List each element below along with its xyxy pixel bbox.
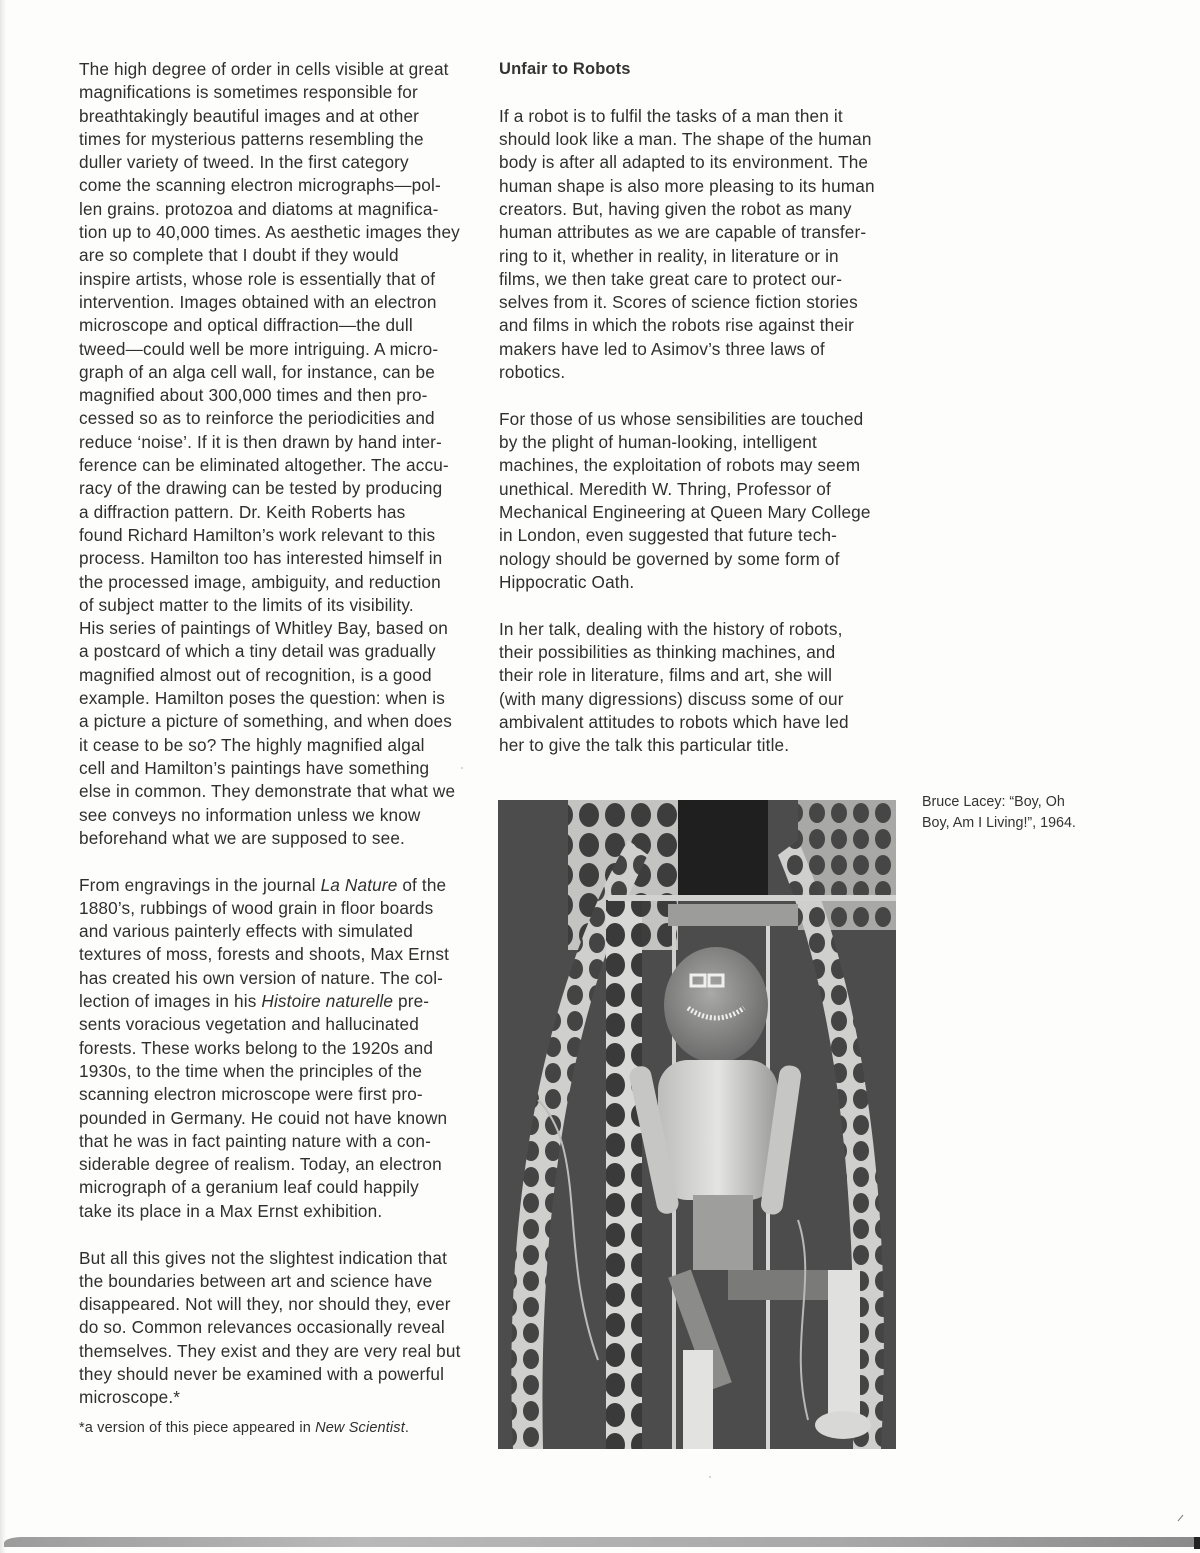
journal-title: La Nature: [320, 874, 398, 895]
text-line: If a robot is to fulfil the tasks of a man then it: [499, 105, 843, 126]
text-line: themselves. They exist and they are very real but: [79, 1340, 461, 1361]
text-line: films, we then take great care to protect our-: [499, 268, 843, 289]
figure-caption: [922, 792, 1142, 833]
robot-head: [664, 947, 768, 1063]
page-bottom-edge: [4, 1537, 1196, 1547]
footnote: *a version of this piece appeared in New Scientist.: [79, 1419, 410, 1436]
text-line: makers have led to Asimov’s three laws of: [499, 338, 825, 359]
text-line: len grains. protozoa and diatoms at magnifica-: [79, 198, 439, 219]
text-line: sents voracious vegetation and hallucinated: [79, 1014, 419, 1035]
text-line: times for mysterious patterns resembling the: [79, 128, 424, 149]
text-line: robotics.: [499, 362, 566, 383]
text-line: microscope and optical diffraction—the dull: [79, 315, 413, 336]
text-line: by the plight of human-looking, intelligent: [499, 432, 817, 453]
text-line: ference can be eliminated altogether. The accu-: [79, 455, 449, 476]
text-line: forests. These works belong to the 1920s and: [79, 1037, 434, 1058]
paragraph-robots-ethics: [499, 408, 904, 594]
paragraph-microscopy: [79, 58, 489, 850]
text-line: The high degree of order in cells visible at great: [79, 59, 449, 79]
paper-speck: [709, 1476, 711, 1478]
caption-line: Bruce Lacey: “Boy, Oh: [922, 794, 1065, 810]
paragraph-conclusion: [79, 1247, 489, 1410]
text-line: siderable degree of realism. Today, an electron: [79, 1154, 442, 1175]
text-line: in London, even suggested that future tech-: [499, 525, 838, 546]
text-line: her to give the talk this particular title.: [499, 735, 790, 756]
text-line: cessed so as to reinforce the periodicities and: [79, 408, 435, 429]
text-line: graph of an alga cell wall, for instance, can be: [79, 361, 435, 382]
text-line: should look like a man. The shape of the human: [499, 129, 872, 150]
photo-artwork: [498, 800, 896, 1449]
text-line: and films in which the robots rise against their: [499, 315, 854, 336]
text-line: else in common. They demonstrate that what we: [79, 781, 456, 802]
text-line: body is after all adapted to its environment. The: [499, 152, 869, 173]
text-line: reduce ‘noise’. If it is then drawn by hand inter-: [79, 431, 442, 452]
text-line: disappeared. Not will they, nor should they, ever: [79, 1294, 451, 1315]
text-line: magnifications is sometimes responsible for: [79, 82, 418, 103]
robot-sculpture-photo: [498, 800, 896, 1449]
text-line: that he was in fact painting nature with a con-: [79, 1130, 431, 1151]
text-line: human shape is also more pleasing to its human: [499, 175, 875, 196]
text-line: creators. But, having given the robot as many: [499, 198, 852, 219]
text-line: they should never be examined with a powerful: [79, 1364, 445, 1385]
text-line: tweed—could well be more intriguing. A micro-: [79, 338, 439, 359]
text-line: has created his own version of nature. The col-: [79, 967, 444, 988]
caption-line: Boy, Am I Living!”, 1964.: [922, 814, 1076, 831]
publication-title: New Scientist: [315, 1419, 405, 1436]
text-line: example. Hamilton poses the question: when is: [79, 688, 445, 709]
paragraph-robots-talk: [499, 618, 904, 758]
text-line: beforehand what we are supposed to see.: [79, 827, 405, 848]
text-line: come the scanning electron micrographs—pol-: [79, 175, 441, 196]
text-line: nology should be governed by some form of: [499, 548, 840, 569]
text-line: Mechanical Engineering at Queen Mary College: [499, 502, 871, 523]
text-line: textures of moss, forests and shoots, Max Ernst: [79, 944, 450, 965]
text-line: it cease to be so? The highly magnified algal: [79, 734, 425, 755]
text-line: (with many digressions) discuss some of our: [499, 688, 844, 709]
right-column: [499, 58, 904, 781]
text-line: But all this gives not the slightest indication that: [79, 1247, 447, 1268]
text-line: human attributes as we are capable of transfer-: [499, 222, 867, 243]
text-line: In her talk, dealing with the history of robots,: [499, 618, 843, 639]
text-line: the processed image, ambiguity, and reduction: [79, 571, 441, 592]
ladder-strip: [606, 900, 642, 1449]
text-line: racy of the drawing can be tested by producing: [79, 478, 443, 499]
text-line: their role in literature, films and art, she will: [499, 665, 833, 686]
paper-speck: [461, 767, 463, 769]
text-line: see conveys no information unless we know: [79, 804, 421, 825]
text-line: duller variety of tweed. In the first category: [79, 152, 409, 173]
text-line: 1880’s, rubbings of wood grain in floor boards: [79, 897, 434, 918]
robot-leg: [683, 1350, 713, 1449]
page-corner: [1194, 1537, 1200, 1549]
text-line: a picture a picture of something, and when does: [79, 711, 452, 732]
text-line: His series of paintings of Whitley Bay, based on: [79, 618, 448, 639]
text-line: a diffraction pattern. Dr. Keith Roberts has: [79, 501, 406, 522]
text-line: machines, the exploitation of robots may seem: [499, 455, 861, 476]
text-line: unethical. Meredith W. Thring, Professor of: [499, 478, 831, 499]
text-line: take its place in a Max Ernst exhibition.: [79, 1200, 383, 1221]
text-line: their possibilities as thinking machines, and: [499, 642, 836, 663]
text-line: scanning electron microscope were first pro-: [79, 1084, 423, 1105]
paragraph-max-ernst: [79, 874, 489, 1223]
page-edge: [0, 0, 6, 1553]
text-line: inspire artists, whose role is essentially that of: [79, 268, 436, 289]
work-title: Histoire naturelle: [261, 991, 394, 1012]
text-line: ring to it, whether in reality, in literature or in: [499, 245, 839, 266]
left-column: [79, 58, 489, 1438]
text-line: do so. Common relevances occasionally reveal: [79, 1317, 445, 1338]
text-line: ambivalent attitudes to robots which have led: [499, 711, 849, 732]
text-line: tion up to 40,000 times. As aesthetic images they: [79, 222, 460, 243]
text-line: and various painterly effects with simulated: [79, 921, 413, 942]
text-line: the boundaries between art and science have: [79, 1270, 433, 1291]
text-line: 1930s, to the time when the principles of the: [79, 1060, 423, 1081]
text-line: magnified about 300,000 times and then pro-: [79, 385, 428, 406]
text-line: pounded in Germany. He couid not have known: [79, 1107, 448, 1128]
text-line: microscope.*: [79, 1387, 181, 1408]
text-line: Hippocratic Oath.: [499, 571, 635, 592]
text-line: breathtakingly beautiful images and at other: [79, 105, 420, 126]
text-line: process. Hamilton too has interested himself in: [79, 548, 443, 569]
text-line: intervention. Images obtained with an electron: [79, 291, 437, 312]
paragraph-robots-intro: [499, 105, 904, 385]
section-heading: Unfair to Robots: [499, 60, 631, 78]
text-line: From engravings in the journal La Nature of the: [79, 874, 447, 895]
text-line: micrograph of a geranium leaf could happily: [79, 1177, 419, 1198]
pen-mark: [1178, 1515, 1184, 1522]
text-line: are so complete that I doubt if they would: [79, 245, 399, 266]
text-line: a postcard of which a tiny detail was gradually: [79, 641, 436, 662]
text-line: magnified almost out of recognition, is a good: [79, 664, 432, 685]
text-line: lection of images in his Histoire naturelle pre-: [79, 991, 430, 1012]
text-line: cell and Hamilton’s paintings have something: [79, 757, 430, 778]
text-line: For those of us whose sensibilities are touched: [499, 408, 864, 429]
text-line: selves from it. Scores of science fiction stories: [499, 292, 858, 313]
robot-body: [658, 1060, 778, 1200]
text-line: of subject matter to the limits of its visibility.: [79, 594, 414, 615]
text-line: found Richard Hamilton’s work relevant to this: [79, 524, 436, 545]
